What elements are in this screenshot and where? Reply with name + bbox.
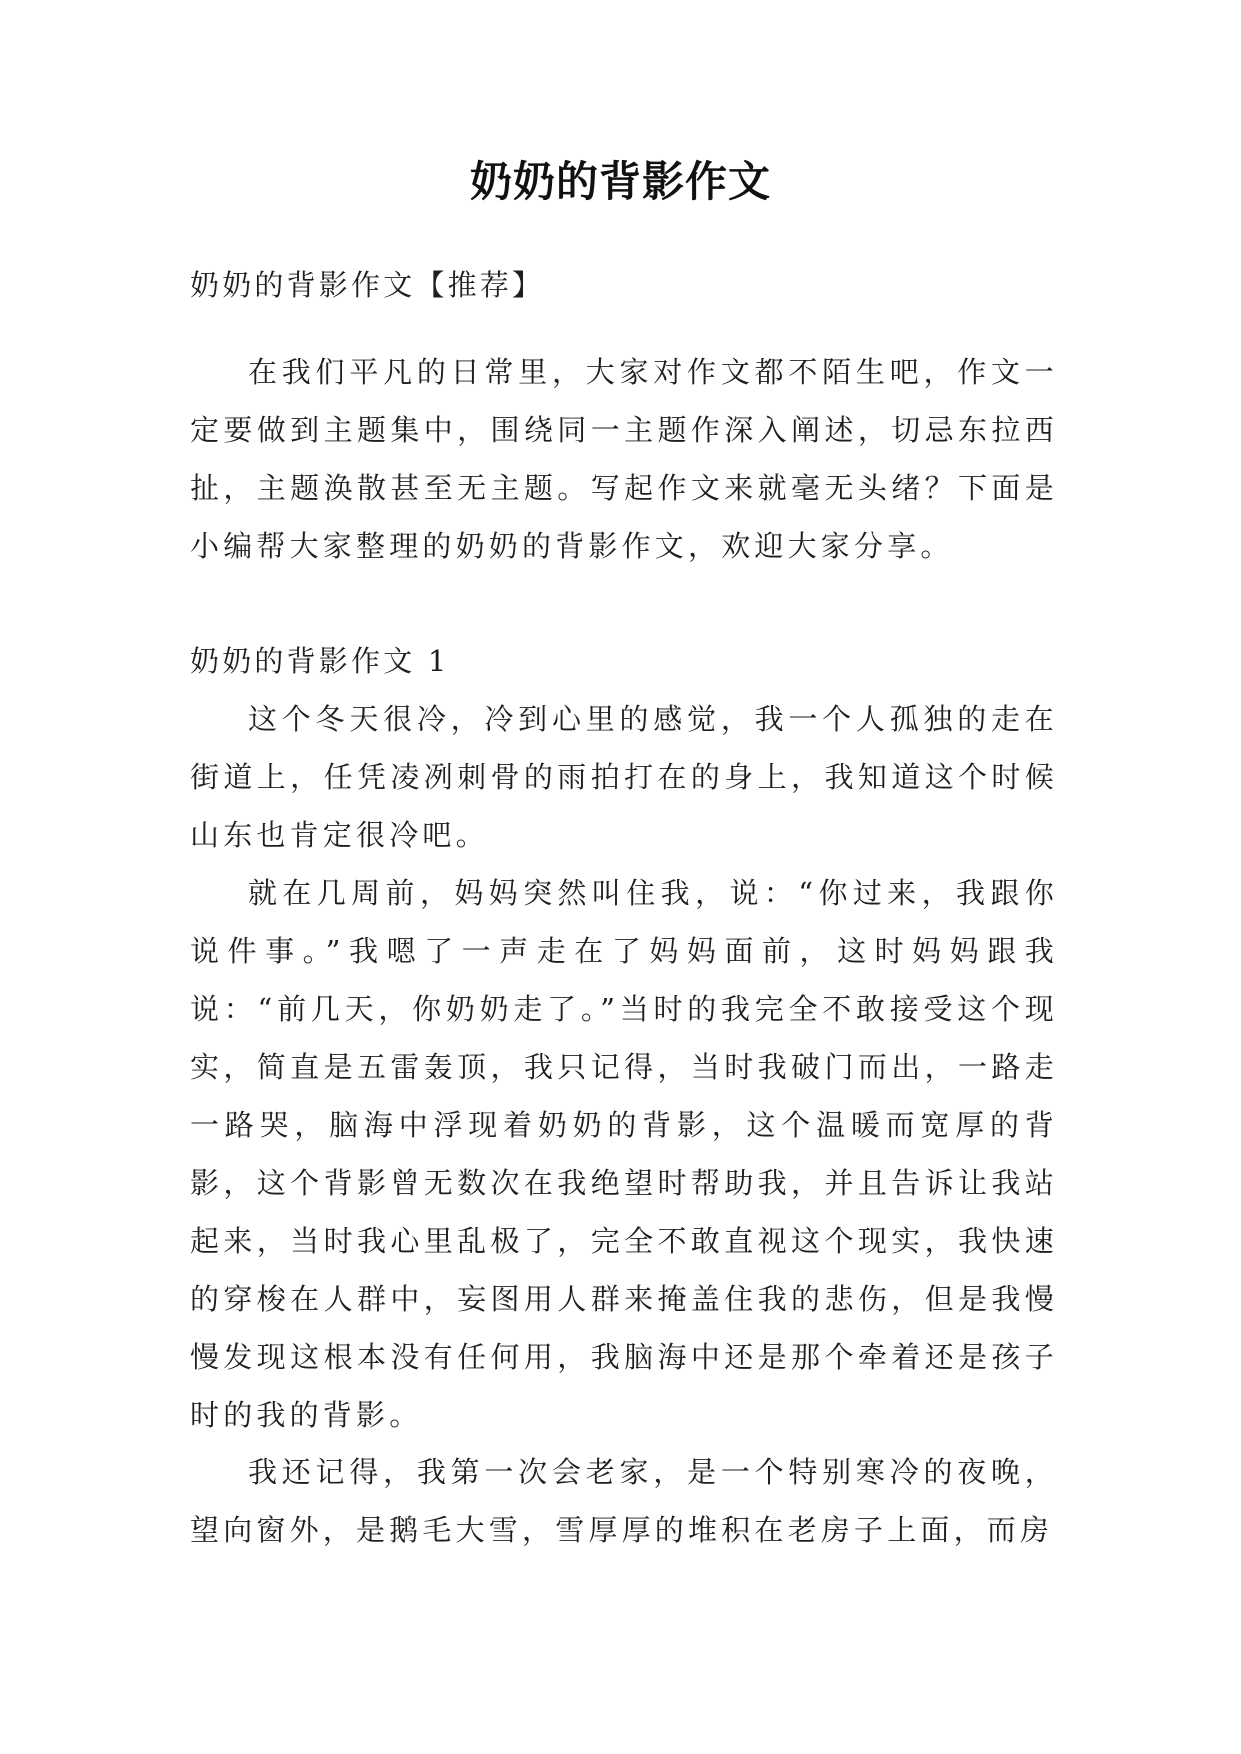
essay-paragraph-3: 我还记得，我第一次会老家，是一个特别寒冷的夜晚，望向窗外，是鹅毛大雪，雪厚厚的堆积在老房子上面，而房 bbox=[190, 1455, 1058, 1547]
essay-paragraph-1: 这个冬天很冷，冷到心里的感觉，我一个人孤独的走在街道上，任凭凌冽刺骨的雨拍打在的身上，我知道这个时候山东也肯定很冷吧。 bbox=[190, 702, 1058, 852]
intro-heading: 奶奶的背影作文【推荐】 bbox=[190, 268, 545, 302]
document-title: 奶奶的背影作文 bbox=[469, 157, 771, 206]
essay-paragraph-2: 就在几周前，妈妈突然叫住我，说：“你过来，我跟你说件事。”我嗯了一声走在了妈妈面前，这时妈妈跟我说：“前几天，你奶奶走了。”当时的我完全不敢接受这个现实，简直是五雷轰顶，我只记得，当时我破门而出，一路走一路哭，脑海中浮现着奶奶的背影，这个温暖而宽厚的背影，这个背影曾无数次在我绝望时帮助我，并且告诉让我站起来，当时我心里乱极了，完全不敢直视这个现实，我快速的穿梭在人群中，妄图用人群来掩盖住我的悲伤，但是我慢慢发现这根本没有任何用，我脑海中还是那个牵着还是孩子时的我的背影。 bbox=[190, 876, 1058, 1432]
intro-paragraph: 在我们平凡的日常里，大家对作文都不陌生吧，作文一定要做到主题集中，围绕同一主题作深入阐述，切忌东拉西扯，主题涣散甚至无主题。写起作文来就毫无头绪？下面是小编帮大家整理的奶奶的背影作文，欢迎大家分享。 bbox=[190, 355, 1058, 563]
essay-heading: 奶奶的背影作文 1 bbox=[190, 644, 450, 678]
